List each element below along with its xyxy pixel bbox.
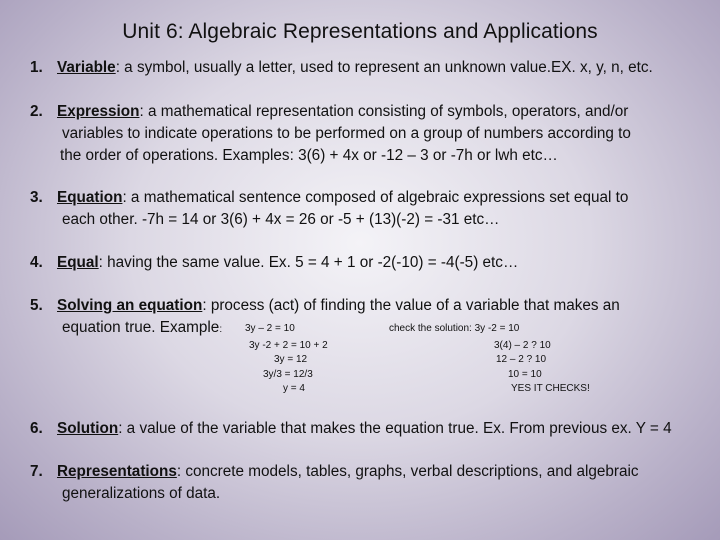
definition-text: : having the same value. Ex. 5 = 4 + 1 or -2(-10) = -4(-5) etc… bbox=[98, 254, 519, 271]
definition-solution bbox=[30, 418, 672, 440]
example-step: 3y – 2 = 10 bbox=[245, 323, 295, 334]
term-equal: Equal bbox=[57, 254, 99, 271]
term-variable: Variable bbox=[57, 59, 116, 76]
definition-variable bbox=[30, 57, 653, 79]
term-expression: Expression bbox=[57, 103, 140, 120]
item-number: 6. bbox=[30, 420, 43, 437]
item-number: 3. bbox=[30, 189, 43, 206]
definition-text: : process (act) of finding the value of a variable that makes an bbox=[202, 297, 620, 314]
definition-expression bbox=[30, 101, 628, 123]
item-number: 2. bbox=[30, 103, 43, 120]
definition-text: : concrete models, tables, graphs, verbal descriptions, and algebraic bbox=[176, 463, 639, 480]
definition-text-continued: the order of operations. Examples: 3(6) + 4x or -12 – 3 or -7h or lwh etc… bbox=[60, 147, 558, 164]
term-equation: Equation bbox=[57, 189, 123, 206]
definition-text: : a mathematical representation consisting of symbols, operators, and/or bbox=[139, 103, 629, 120]
definition-solving-an-equation bbox=[30, 295, 620, 317]
check-step: 10 = 10 bbox=[508, 369, 542, 380]
check-result: YES IT CHECKS! bbox=[511, 383, 590, 394]
definition-text: : a mathematical sentence composed of algebraic expressions set equal to bbox=[122, 189, 629, 206]
definition-text-continued bbox=[62, 317, 222, 341]
example-step: 3y -2 + 2 = 10 + 2 bbox=[249, 340, 328, 351]
definition-text: : a symbol, usually a letter, used to represent an unknown value.EX. x, y, n, etc. bbox=[115, 59, 653, 76]
example-lead: equation true. Example bbox=[62, 319, 220, 336]
definition-representations bbox=[30, 461, 639, 483]
example-step: 3y/3 = 12/3 bbox=[263, 369, 313, 380]
term-representations: Representations bbox=[57, 463, 177, 480]
item-number: 5. bbox=[30, 297, 43, 314]
item-number: 4. bbox=[30, 254, 43, 271]
definition-text-continued: generalizations of data. bbox=[62, 485, 221, 502]
item-number: 7. bbox=[30, 463, 43, 480]
check-step: 12 – 2 ? 10 bbox=[496, 354, 547, 365]
slide-title: Unit 6: Algebraic Representations and Applications bbox=[122, 20, 598, 43]
example-step: 3y = 12 bbox=[274, 354, 308, 365]
example-step: y = 4 bbox=[283, 383, 305, 394]
definition-text-continued: variables to indicate operations to be performed on a group of numbers according to bbox=[62, 125, 631, 142]
definition-text-continued: each other. -7h = 14 or 3(6) + 4x = 26 or -5 + (13)(-2) = -31 etc… bbox=[62, 211, 500, 228]
definition-text: : a value of the variable that makes the equation true. Ex. From previous ex. Y = 4 bbox=[118, 420, 672, 437]
definition-equal bbox=[30, 252, 518, 274]
item-number: 1. bbox=[30, 59, 43, 76]
term-solution: Solution bbox=[57, 420, 119, 437]
definition-equation bbox=[30, 187, 628, 209]
example-colon: : bbox=[219, 324, 223, 335]
check-label: check the solution: 3y -2 = 10 bbox=[389, 323, 520, 334]
term-solving-an-equation: Solving an equation bbox=[57, 297, 203, 314]
check-step: 3(4) – 2 ? 10 bbox=[494, 340, 551, 351]
